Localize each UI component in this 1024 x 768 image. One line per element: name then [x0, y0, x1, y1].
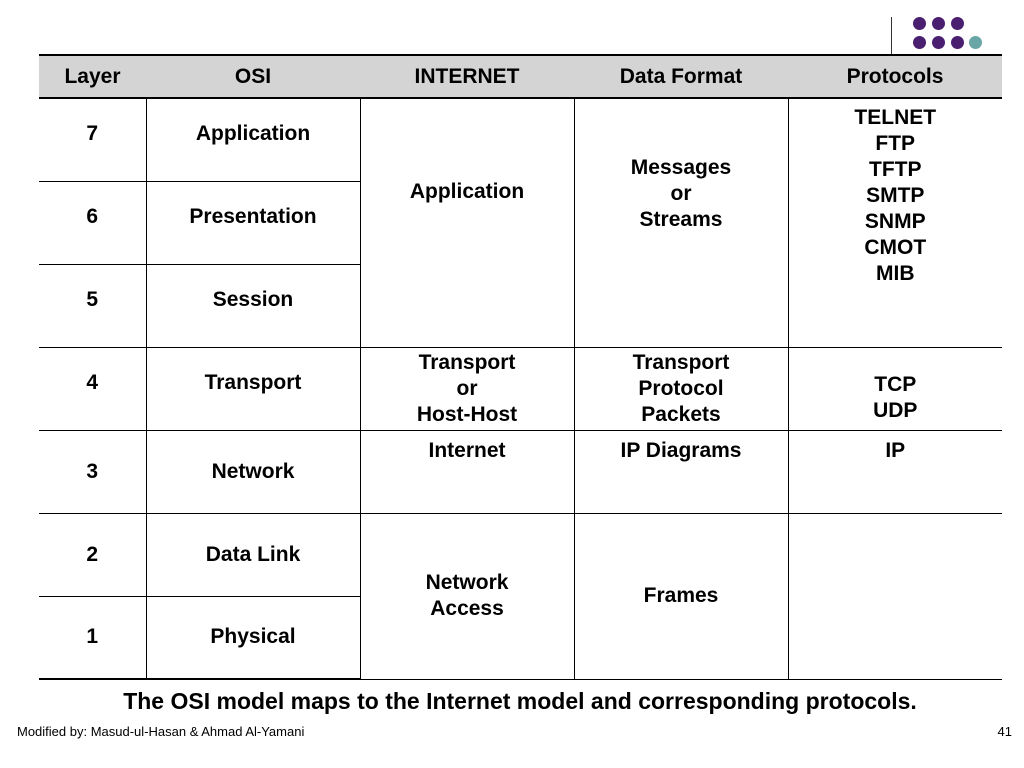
protocol-name: MIB: [876, 262, 915, 285]
osi-internet-comparison-table: [39, 54, 1002, 680]
slide-caption: The OSI model maps to the Internet model and corresponding protocols.: [123, 688, 917, 714]
internet-network-access-cell: [360, 513, 574, 679]
layer-number-cell: 7: [39, 98, 146, 181]
decorative-dot: [913, 17, 926, 30]
data-format-line: Packets: [641, 402, 721, 426]
protocol-name: CMOT: [864, 236, 927, 259]
page-number: 41: [997, 724, 1012, 739]
table-row: [39, 98, 1002, 181]
internet-line: Network: [425, 571, 509, 594]
table-header-row: [39, 55, 1002, 98]
data-format-line: Transport: [632, 350, 730, 374]
table-row: [39, 430, 1002, 513]
protocols-network-access-cell: [788, 513, 1002, 679]
osi-layer-cell: Data Link: [146, 513, 360, 596]
header-layer: Layer: [39, 55, 146, 98]
protocols-internet-cell: IP: [788, 430, 1002, 513]
protocol-name: SNMP: [864, 210, 926, 233]
protocol-name: FTP: [875, 132, 916, 155]
footer-credit: Modified by: Masud-ul-Hasan & Ahmad Al-Yamani: [17, 724, 305, 739]
decorative-dot: [951, 17, 964, 30]
data-format-line: or: [670, 182, 692, 205]
osi-layer-cell: Network: [146, 430, 360, 513]
internet-application-cell: Application: [360, 98, 574, 347]
protocol-name: UDP: [873, 398, 918, 422]
protocol-name: SMTP: [866, 184, 925, 207]
data-format-line: Streams: [639, 208, 723, 231]
decorative-dot: [969, 36, 982, 49]
protocol-name: TFTP: [869, 158, 922, 181]
decorative-divider-line: [891, 17, 892, 54]
data-format-line: Protocol: [638, 376, 724, 400]
layer-number-cell: 5: [39, 264, 146, 347]
protocol-name: TELNET: [854, 106, 937, 129]
layer-number-cell: 6: [39, 181, 146, 264]
osi-layer-cell: Physical: [146, 596, 360, 679]
decorative-dot: [951, 36, 964, 49]
internet-internet-cell: Internet: [360, 430, 574, 513]
header-data-format: Data Format: [574, 55, 788, 98]
protocol-name: TCP: [874, 372, 917, 396]
table-row: [39, 513, 1002, 596]
osi-layer-cell: Session: [146, 264, 360, 347]
data-format-line: Messages: [630, 156, 732, 179]
protocols-application-cell: [788, 98, 1002, 347]
internet-line: or: [456, 376, 478, 400]
decorative-dot: [913, 36, 926, 49]
osi-layer-cell: Application: [146, 98, 360, 181]
layer-number-cell: 2: [39, 513, 146, 596]
osi-layer-cell: Presentation: [146, 181, 360, 264]
header-internet: INTERNET: [360, 55, 574, 98]
internet-transport-cell: [360, 347, 574, 430]
header-osi: OSI: [146, 55, 360, 98]
osi-layer-cell: Transport: [146, 347, 360, 430]
decorative-dot: [932, 17, 945, 30]
data-format-transport-cell: [574, 347, 788, 430]
data-format-ip-cell: IP Diagrams: [574, 430, 788, 513]
internet-line: Host-Host: [416, 402, 518, 426]
layer-number-cell: 4: [39, 347, 146, 430]
header-protocols: Protocols: [788, 55, 1002, 98]
internet-line: Access: [430, 597, 504, 620]
decorative-dot: [932, 36, 945, 49]
layer-number-cell: 3: [39, 430, 146, 513]
data-format-messages-cell: [574, 98, 788, 347]
internet-line: Transport: [418, 350, 516, 374]
decorative-dots: [910, 15, 990, 55]
data-format-frames-cell: Frames: [574, 513, 788, 679]
protocols-transport-cell: [788, 347, 1002, 430]
layer-number-cell: 1: [39, 596, 146, 679]
table-row: [39, 347, 1002, 430]
